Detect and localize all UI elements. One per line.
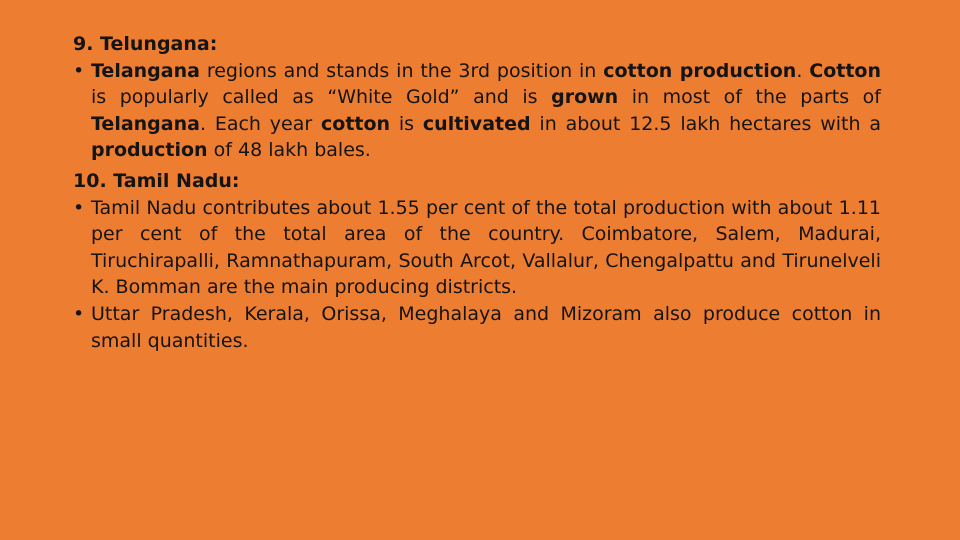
run: is — [390, 112, 423, 135]
bullet-icon: • — [73, 59, 85, 82]
run: Cotton — [809, 59, 882, 82]
run: cotton — [321, 112, 391, 135]
slide-body — [73, 31, 881, 354]
run: Telangana — [91, 59, 200, 82]
run: of 48 lakh bales. — [207, 139, 371, 162]
run: regions and stands in the 3rd position in — [199, 59, 604, 82]
run: Uttar Pradesh, Kerala, Orissa, Meghalaya and Mizoram also produce cotton in small quantities. — [91, 302, 881, 352]
run: in about 12.5 lakh hectares with a — [530, 112, 881, 135]
run: cultivated — [422, 112, 531, 135]
run: production — [91, 139, 208, 162]
run: . Each year — [199, 112, 321, 135]
bullet-other-states — [73, 301, 881, 354]
run: Telangana — [91, 112, 200, 135]
bullet-icon: • — [73, 196, 85, 219]
run: Tamil Nadu contributes about 1.55 per cent of the total production with about 1.11 per cent of the total area of the country. Coimbatore, Salem, Madurai, Tiruchirapalli, Ramnathapuram, South Arcot, Vallalur, Chengalpattu and Tirunelveli K. Bomman are the main producing districts. — [91, 196, 881, 299]
bullet-telangana — [73, 58, 881, 164]
run: in most of the parts of — [618, 86, 881, 109]
bullet-tamil-nadu — [73, 195, 881, 301]
bullet-icon: • — [73, 302, 85, 325]
run: grown — [551, 86, 619, 109]
run: cotton production — [603, 59, 797, 82]
section-heading-telangana: 9. Telungana: — [73, 33, 218, 55]
run: . — [796, 59, 810, 82]
section-heading-tamil-nadu: 10. Tamil Nadu: — [73, 169, 240, 192]
run: is popularly called as “White Gold” and is — [91, 86, 552, 109]
